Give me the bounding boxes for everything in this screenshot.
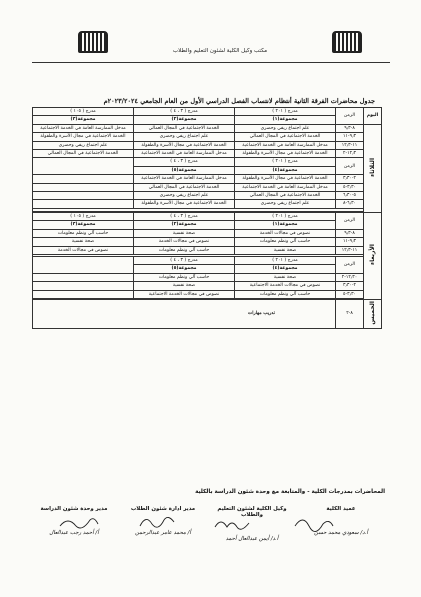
- course-cell: الخدمة الاجتماعية في المجال العمالي: [134, 124, 235, 132]
- time-cell: ٢-٣٫٣٠: [336, 175, 364, 183]
- course-cell: حاسب آلي ونظم معلومات: [235, 238, 336, 246]
- group-1: مجموعة(١): [235, 221, 336, 229]
- group-5: مجموعة(٥): [134, 265, 235, 273]
- course-cell: الخدمة الاجتماعية في مجال الأسرة والطفولة: [33, 133, 134, 141]
- table-row: [33, 175, 382, 183]
- day-header: اليوم: [364, 108, 382, 125]
- day-wednesday-label: الأربعاء: [368, 244, 376, 266]
- group-1: مجموعة(١): [235, 116, 336, 124]
- hall-3: مدرج ( ١٠٥ ): [33, 108, 134, 116]
- table-row: [33, 273, 382, 281]
- course-cell: مدخل الممارسة العامة في الخدمة الاجتماعية: [134, 175, 235, 183]
- group-row: [33, 221, 382, 229]
- group-5: مجموعة(٥): [134, 166, 235, 174]
- empty-cell: [33, 290, 134, 298]
- course-cell: الخدمة الاجتماعية في المجال العمالي: [235, 192, 336, 200]
- course-cell: نصوص في مجالات الخدمة الاجتماعية: [235, 282, 336, 290]
- hall-2: مدرج ( ٣ ، ٤ ): [134, 256, 235, 264]
- course-cell: الخدمة الاجتماعية في المجال العمالي: [134, 183, 235, 191]
- course-cell: نصوص في مجالات الخدمة الاجتماعية: [134, 290, 235, 298]
- table-row: [33, 200, 382, 208]
- signature-name: أ/ أحمد رجب عبدالعال: [49, 530, 99, 536]
- hall-2: مدرج ( ٣ ، ٤ ): [134, 158, 235, 166]
- time-cell: ٨-٢: [336, 299, 364, 328]
- course-cell: صحة نفسية: [134, 282, 235, 290]
- course-cell: علم اجتماع ريفي وحضري: [235, 200, 336, 208]
- time-cell: ١١-١٢٫٣: [336, 246, 364, 254]
- university-logo-icon: [78, 31, 108, 53]
- time-cell: ٨-٩٫٣: [336, 229, 364, 237]
- table-row: [33, 299, 382, 328]
- time-cell: ٥-٦٫٣٠: [336, 192, 364, 200]
- course-cell: علم اجتماع ريفي وحضري: [134, 133, 235, 141]
- time-header: الزمن: [336, 212, 364, 229]
- table-row: [33, 229, 382, 237]
- day-thursday-label: الخميس: [368, 300, 376, 325]
- course-cell: حاسب آلي ونظم معلومات: [235, 290, 336, 298]
- time-cell: ١٢٫٣٠-٢: [336, 273, 364, 281]
- time-cell: ٣٫٣٠-٥: [336, 290, 364, 298]
- hall-1: مدرج ( ٢٠١ ): [235, 212, 336, 220]
- hall-row: [33, 158, 382, 166]
- group-4: مجموعة(٤): [235, 265, 336, 273]
- empty-cell: [33, 158, 134, 175]
- office-header: مكتب وكيل الكلية لشئون التعليم والطلاب: [172, 48, 268, 54]
- group-2: مجموعة(٢): [134, 221, 235, 229]
- signature-role: مدير وحدة شئون الدراسة: [40, 506, 108, 512]
- empty-cell: [33, 273, 134, 281]
- faculty-logo-icon: [332, 31, 362, 53]
- course-cell: صحة نفسية: [134, 229, 235, 237]
- hall-row: [33, 256, 382, 264]
- skills-training-cell: تدريب مهارات: [33, 299, 336, 328]
- table-row: [33, 282, 382, 290]
- table-row: [33, 192, 382, 200]
- course-cell: علم اجتماع ريفي وحضري: [134, 192, 235, 200]
- course-cell: مدخل الممارسة العامة في الخدمة الاجتماعية: [134, 150, 235, 158]
- empty-cell: [33, 256, 134, 273]
- course-cell: نصوص في مجالات الخدمة: [235, 229, 336, 237]
- course-cell: نصوص في مجالات الخدمة: [33, 246, 134, 254]
- time-header: الزمن: [336, 256, 364, 273]
- course-cell: صحة نفسية: [235, 273, 336, 281]
- course-cell: مدخل الممارسة العامة في الخدمة الاجتماعية: [235, 141, 336, 149]
- group-row: [33, 116, 382, 124]
- signature-name: أ.د/ أيمن عبدالعال أحمد: [225, 536, 279, 542]
- course-cell: علم اجتماع ريفي وحضري: [235, 124, 336, 132]
- hall-1: مدرج ( ٢٠١ ): [235, 256, 336, 264]
- empty-cell: [33, 183, 134, 191]
- time-cell: ١١-١٢٫٣: [336, 141, 364, 149]
- time-cell: ٩٫٣-١١: [336, 133, 364, 141]
- table-row: [33, 238, 382, 246]
- time-cell: ٨-٩٫٣: [336, 124, 364, 132]
- day-tuesday-label: الثلاثاء: [368, 157, 376, 177]
- time-cell: ٢-٣٫٣٠: [336, 282, 364, 290]
- group-2: مجموعة(٢): [134, 116, 235, 124]
- empty-cell: [33, 192, 134, 200]
- course-cell: الخدمة الاجتماعية في مجال الأسرة والطفولة: [235, 175, 336, 183]
- course-cell: مدخل الممارسة العامة في الخدمة الاجتماعية: [235, 183, 336, 191]
- table-row: [33, 246, 382, 254]
- course-cell: الخدمة الاجتماعية في مجال الأسرة والطفولة: [134, 200, 235, 208]
- time-cell: ٦٫٣٠-٨: [336, 200, 364, 208]
- empty-cell: [33, 175, 134, 183]
- table-row: [33, 150, 382, 158]
- signature-role: مدير ادارة شئون الطلاب: [130, 506, 196, 512]
- schedule-title: جدول محاضرات الفرقة الثانية أنتظام لانتساب الفصل الدراسي الأول من العام الجامعي ٢٠٢٣/٢٠٢٤م: [103, 97, 375, 105]
- time-cell: ٩٫٣-١١: [336, 238, 364, 246]
- day-thursday-cell: [364, 299, 382, 328]
- group-3: مجموعة(٣): [33, 116, 134, 124]
- table-row: [33, 141, 382, 149]
- group-3: مجموعة(٣): [33, 221, 134, 229]
- schedule-table: [32, 107, 382, 329]
- hall-3: مدرج ( ١٠٥ ): [33, 212, 134, 220]
- hall-2: مدرج ( ٣ ، ٤ ): [134, 212, 235, 220]
- course-cell: مدخل الممارسة العامة في الخدمة الاجتماعية: [33, 124, 134, 132]
- handwritten-signatures-icon: [45, 512, 375, 534]
- signature-name: أ.د/ سعودي محمد حسن: [314, 530, 368, 536]
- table-row: [33, 133, 382, 141]
- hall-1: مدرج ( ٢٠١ ): [235, 158, 336, 166]
- day-wednesday-cell: [364, 212, 382, 299]
- header-divider: [32, 62, 390, 63]
- course-cell: حاسب آلي ونظم معلومات: [134, 273, 235, 281]
- course-cell: الخدمة الاجتماعية في المجال العمالي: [235, 133, 336, 141]
- time-header: الزمن: [336, 108, 364, 125]
- table-row: [33, 290, 382, 298]
- table-header-row: [33, 108, 382, 116]
- group-4: مجموعة(٤): [235, 166, 336, 174]
- table-row: [33, 124, 382, 132]
- time-cell: ٣٫٣٠-٥: [336, 183, 364, 191]
- time-header: الزمن: [336, 158, 364, 175]
- table-row: [33, 183, 382, 191]
- course-cell: نصوص في مجالات الخدمة: [134, 238, 235, 246]
- signature-role: وكيل الكلية لشئون التعليم والطلاب: [217, 506, 287, 518]
- empty-cell: [33, 282, 134, 290]
- empty-cell: [33, 200, 134, 208]
- hall-2: مدرج ( ٣ ، ٤ ): [134, 108, 235, 116]
- course-cell: الخدمة الاجتماعية في المجال العمالي: [33, 150, 134, 158]
- course-cell: علم اجتماع ريفي وحضري: [33, 141, 134, 149]
- hall-1: مدرج ( ٢٠١ ): [235, 108, 336, 116]
- footer-note: المحاضرات بمدرجات الكلية - والمتابعة مع وحدة شئون الدراسة بالكلية: [195, 489, 385, 495]
- signature-name: أ/ محمد عامر عبدالرحمن: [135, 530, 191, 536]
- signature-role: عميد الكلية: [326, 506, 356, 512]
- course-cell: صحة نفسية: [235, 246, 336, 254]
- course-cell: حاسب آلي ونظم معلومات: [134, 246, 235, 254]
- course-cell: الخدمة الاجتماعية في مجال الأسرة والطفولة: [134, 141, 235, 149]
- time-cell: ١٢٫٣-٢: [336, 150, 364, 158]
- course-cell: حاسب آلي ونظم معلومات: [33, 229, 134, 237]
- course-cell: صحة نفسية: [33, 238, 134, 246]
- hall-row: [33, 212, 382, 220]
- course-cell: الخدمة الاجتماعية في مجال الأسرة والطفولة: [235, 150, 336, 158]
- day-tuesday-cell: [364, 124, 382, 212]
